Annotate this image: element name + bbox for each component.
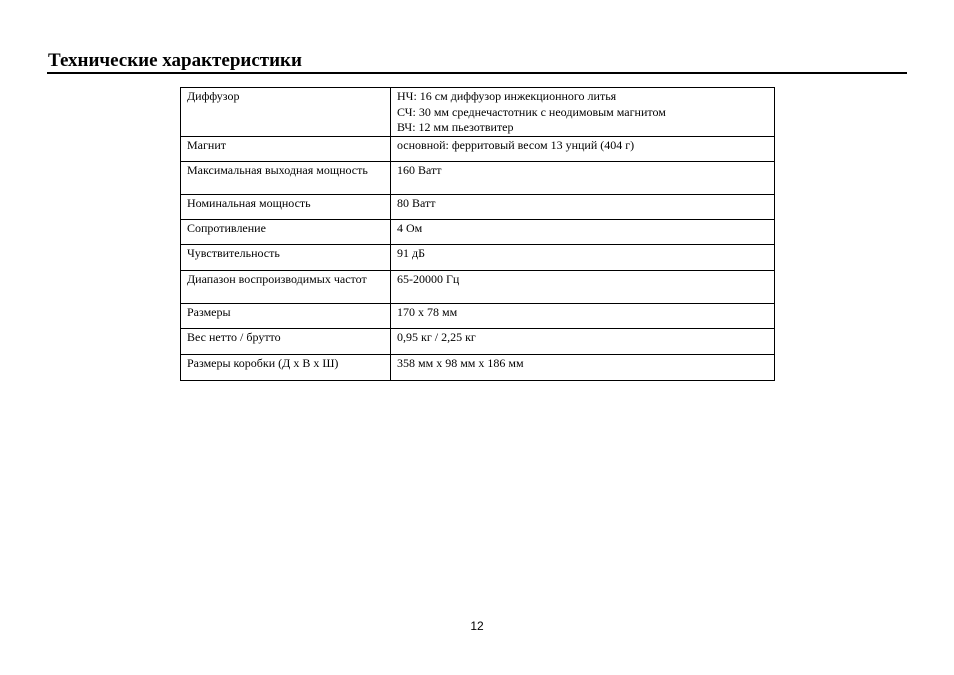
spec-row-nominal-power bbox=[181, 194, 775, 219]
spec-row-frequency-range bbox=[181, 270, 775, 303]
spec-row-dimensions bbox=[181, 303, 775, 328]
spec-label: Диффузор bbox=[181, 88, 391, 137]
spec-label: Номинальная мощность bbox=[181, 194, 391, 219]
spec-value: 160 Ватт bbox=[391, 161, 775, 194]
spec-label: Максимальная выходная мощность bbox=[181, 161, 391, 194]
spec-value: 4 Ом bbox=[391, 219, 775, 244]
spec-value: основной: ферритовый весом 13 унций (404 г) bbox=[391, 136, 775, 161]
spec-label: Размеры bbox=[181, 303, 391, 328]
spec-value: 80 Ватт bbox=[391, 194, 775, 219]
title-underline bbox=[47, 72, 907, 74]
spec-row-diffuser bbox=[181, 88, 775, 137]
spec-label: Магнит bbox=[181, 136, 391, 161]
spec-row-impedance bbox=[181, 219, 775, 244]
spec-label: Чувствительность bbox=[181, 244, 391, 270]
spec-label: Диапазон воспроизводимых частот bbox=[181, 270, 391, 303]
spec-value: 91 дБ bbox=[391, 244, 775, 270]
spec-row-weight bbox=[181, 328, 775, 354]
spec-value-line: НЧ: 16 см диффузор инжекционного литья bbox=[397, 89, 617, 103]
spec-label: Размеры коробки (Д х В х Ш) bbox=[181, 354, 391, 380]
spec-value: 65-20000 Гц bbox=[391, 270, 775, 303]
spec-value-line: СЧ: 30 мм среднечастотник с неодимовым магнитом bbox=[397, 104, 666, 119]
spec-value: 358 мм х 98 мм х 186 мм bbox=[391, 354, 775, 380]
spec-row-sensitivity bbox=[181, 244, 775, 270]
page-title: Технические характеристики bbox=[48, 50, 302, 71]
spec-label: Вес нетто / брутто bbox=[181, 328, 391, 354]
spec-row-magnet bbox=[181, 136, 775, 161]
spec-value: 170 х 78 мм bbox=[391, 303, 775, 328]
page-number: 12 bbox=[470, 619, 484, 633]
spec-value: 0,95 кг / 2,25 кг bbox=[391, 328, 775, 354]
spec-row-box-dimensions bbox=[181, 354, 775, 380]
specifications-table bbox=[180, 87, 775, 381]
spec-value-line: ВЧ: 12 мм пьезотвитер bbox=[397, 120, 514, 134]
spec-label: Сопротивление bbox=[181, 219, 391, 244]
spec-value bbox=[391, 88, 775, 137]
spec-row-max-power bbox=[181, 161, 775, 194]
